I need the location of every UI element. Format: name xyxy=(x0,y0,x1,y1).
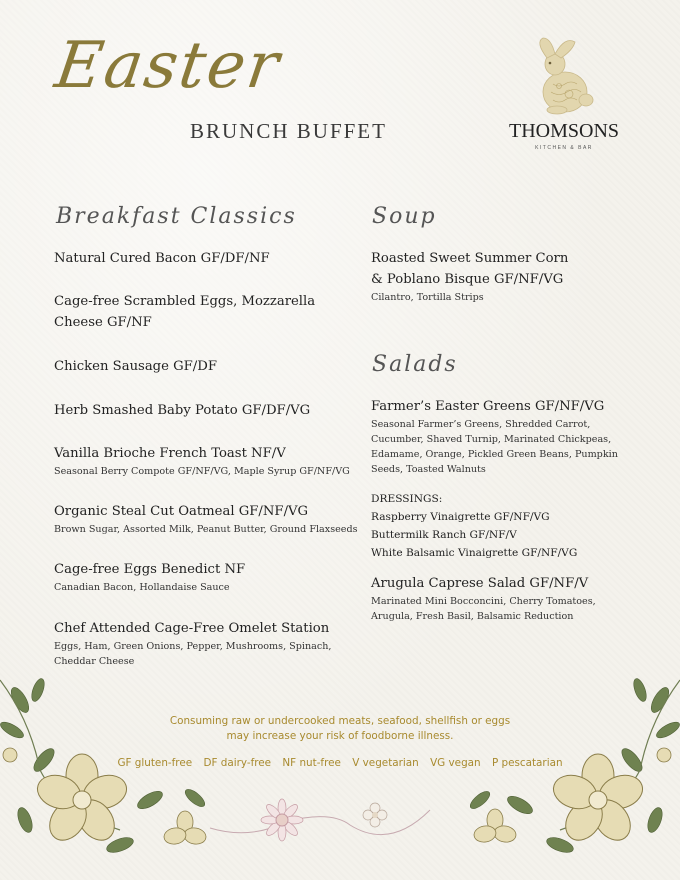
legend-item: V vegetarian xyxy=(352,757,419,769)
brand-logo xyxy=(498,36,630,151)
rabbit-icon xyxy=(529,36,599,116)
soup-item xyxy=(371,248,661,305)
item-desc-cont: Cheddar Cheese xyxy=(54,656,135,667)
item-desc: Seasonal Farmer’s Greens, Shredded Carrot, xyxy=(371,419,591,430)
legend-item: P pescatarian xyxy=(491,757,563,769)
dietary-legend xyxy=(0,757,680,769)
soup-section-title: Soup xyxy=(372,204,437,229)
warning-line-1: Consuming raw or undercooked meats, seafood, shellfish or eggs xyxy=(169,715,511,727)
item-name: Vanilla Brioche French Toast NF/V xyxy=(54,446,286,461)
legend-item: GF gluten-free xyxy=(117,757,193,769)
item-desc: Cilantro, Tortilla Strips xyxy=(371,292,484,303)
menu-item xyxy=(54,559,245,595)
dressing-item: White Balsamic Vinaigrette GF/NF/VG xyxy=(371,547,578,559)
breakfast-section-title: Breakfast Classics xyxy=(56,204,297,229)
item-name-cont: & Poblano Bisque GF/NF/VG xyxy=(371,272,564,287)
floral-border-decoration xyxy=(0,660,680,880)
item-desc: Seeds, Toasted Walnuts xyxy=(371,464,486,475)
menu-item xyxy=(54,356,217,377)
dressing-item: Buttermilk Ranch GF/NF/V xyxy=(371,529,517,541)
legend-item: NF nut-free xyxy=(282,757,341,769)
item-desc: Seasonal Berry Compote GF/NF/VG, Maple Syrup GF/NF/VG xyxy=(54,466,350,477)
item-name: Arugula Caprese Salad GF/NF/V xyxy=(371,576,589,591)
item-name: Organic Steal Cut Oatmeal GF/NF/VG xyxy=(54,504,309,519)
menu-title: Easter xyxy=(50,29,286,103)
menu-subtitle: BRUNCH BUFFET xyxy=(190,119,387,143)
salads-list xyxy=(371,396,661,624)
item-name: Cage-free Eggs Benedict NF xyxy=(54,562,246,577)
dressing-item: Raspberry Vinaigrette GF/NF/VG xyxy=(371,511,550,523)
menu-item xyxy=(54,443,350,479)
item-desc: Arugula, Fresh Basil, Balsamic Reduction xyxy=(371,611,574,622)
item-name: Chef Attended Cage-Free Omelet Station xyxy=(54,621,330,636)
menu-item xyxy=(54,248,270,269)
item-name: Cage-free Scrambled Eggs, Mozzarella xyxy=(54,294,316,309)
item-desc: Brown Sugar, Assorted Milk, Peanut Butter, Ground Flaxseeds xyxy=(54,524,358,535)
item-desc: Canadian Bacon, Hollandaise Sauce xyxy=(54,582,230,593)
foodborne-warning xyxy=(0,714,680,744)
item-desc: Edamame, Orange, Pickled Green Beans, Pumpkin xyxy=(371,449,618,460)
item-desc: Eggs, Ham, Green Onions, Pepper, Mushrooms, Spinach, xyxy=(54,641,332,652)
brand-tagline: KITCHEN & BAR xyxy=(535,145,593,151)
salads-section-title: Salads xyxy=(372,352,458,377)
dressings-heading: DRESSINGS: xyxy=(371,493,443,505)
legend-item: VG vegan xyxy=(430,757,481,769)
item-name: Herb Smashed Baby Potato GF/DF/VG xyxy=(54,403,311,418)
brand-name: THOMSONS xyxy=(508,120,620,142)
menu-item xyxy=(54,291,315,333)
item-name: Natural Cured Bacon GF/DF/NF xyxy=(54,251,270,266)
warning-line-2: may increase your risk of foodborne illness. xyxy=(226,730,454,742)
item-desc: Marinated Mini Bocconcini, Cherry Tomatoes, xyxy=(371,596,596,607)
menu-item xyxy=(54,501,358,537)
item-name: Chicken Sausage GF/DF xyxy=(54,359,217,374)
item-desc: Cucumber, Shaved Turnip, Marinated Chickpeas, xyxy=(371,434,612,445)
item-name: Roasted Sweet Summer Corn xyxy=(371,251,569,266)
menu-item xyxy=(54,400,310,421)
item-name: Farmer’s Easter Greens GF/NF/VG xyxy=(371,399,605,414)
item-name-cont: Cheese GF/NF xyxy=(54,315,152,330)
legend-item: DF dairy-free xyxy=(203,757,272,769)
